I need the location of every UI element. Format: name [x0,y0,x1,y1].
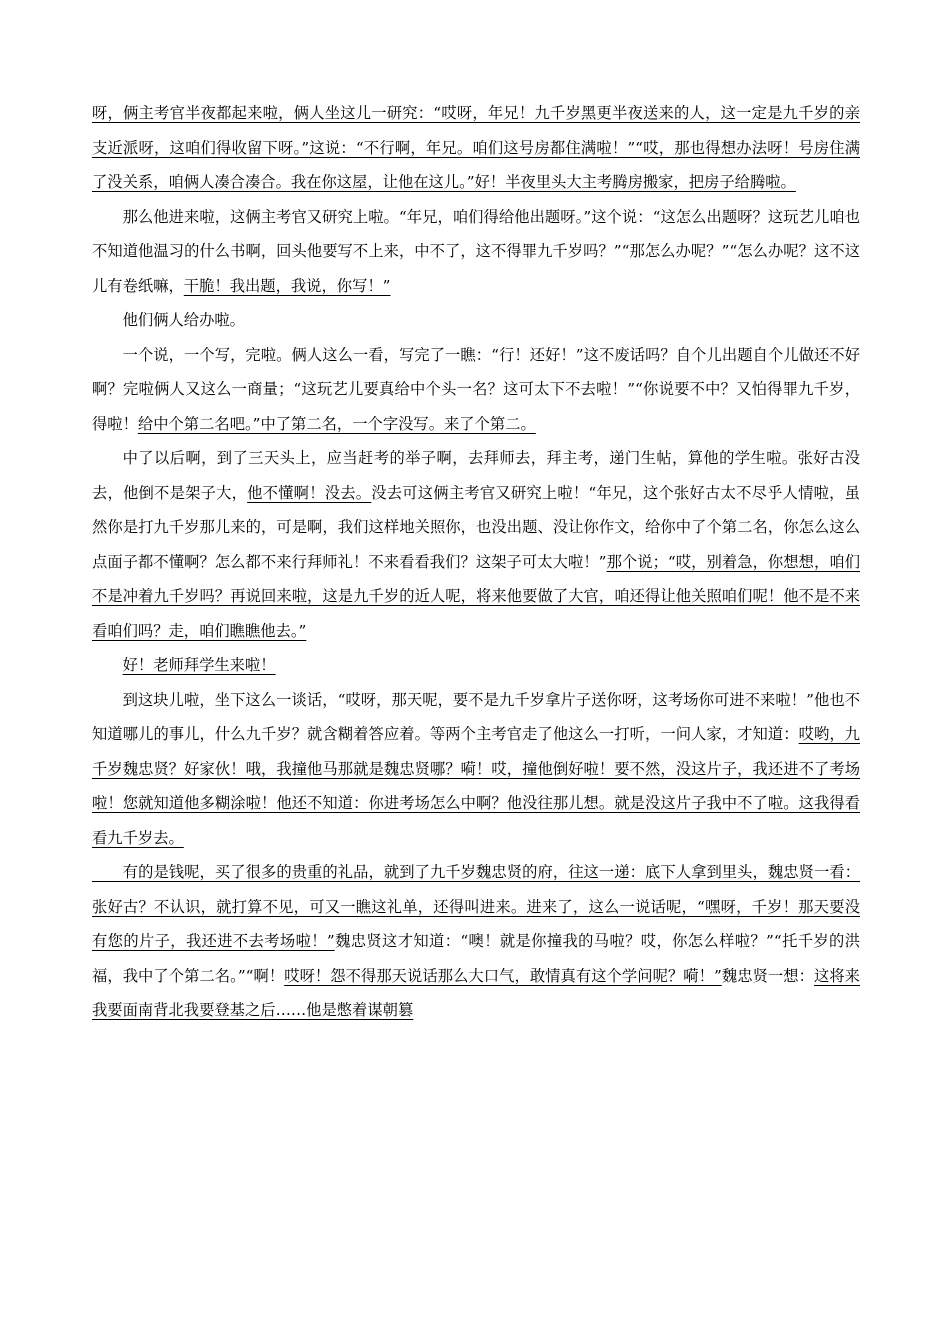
document-page [92,96,860,1028]
text-segment: 中了以后啊，到了三天头上，应当赶考的举子啊，去拜师去，拜主考，递门生帖，算他的学生啦。张好古没去，他倒不是架子大， [92,449,860,502]
paragraph [92,441,860,648]
text-segment: 一个说，一个写，完啦。俩人这么一看，写完了一瞧：“行！还好！”这不废话吗？自个儿出题自个儿做还不好啊？完啦俩人又这么一商量；“这玩艺儿要真给中个头一名？这可太下不去啦！”“你说要不中？又怕得罪九千岁，得啦！ [92,345,860,433]
paragraph [92,855,860,1028]
text-segment: 到这块儿啦，坐下这么一谈话，“哎呀，那天呢，要不是九千岁拿片子送你呀，这考场你可进不来啦！”他也不知道哪儿的事儿，什么九千岁？就含糊着答应着。等两个主考官走了他这么一打听，一问人家，才知道： [92,690,860,743]
underlined-text: 这将来我要面南背北我要登基之后……他是憋着谋朝篡 [92,966,860,1019]
underlined-text: 好！老师拜学生来啦！ [122,656,276,674]
paragraph [92,303,860,338]
paragraph [92,96,860,200]
underlined-text: 那个说；“哎，别着急，你想想，咱们不是冲着九千岁吗？再说回来啦，这是九千岁的近人呢，将来他要做了大官，咱还得让他关照咱们呢！他不是不来看咱们吗？走，咱们瞧瞧他去。” [92,552,861,640]
underlined-text: 呀，俩主考官半夜都起来啦，俩人坐这儿一研究：“哎呀，年兄！九千岁黑更半夜送来的人，这一定是九千岁的亲支近派呀，这咱们得收留下呀。”这说：“不行啊，年兄。咱们这号房都住满啦！”“哎，那也得想办法呀！号房住满了没关系，咱俩人凑合凑合。我在你这屋，让他在这儿。”好！半夜里头大主考腾房搬家，把房子给腾啦。 [92,104,860,191]
text-segment: 魏忠贤一想： [721,966,814,985]
underlined-text: 哎呀！怨不得那天说话那么大口气，敢情真有这个学问呢？嗬！” [284,966,722,985]
paragraph [92,338,860,442]
paragraph [92,648,860,683]
text-segment: 他们俩人给办啦。 [122,311,245,329]
text-segment: 那么他进来啦，这俩主考官又研究上啦。“年兄，咱们得给他出题呀。”这个说：“这怎么出题呀？这玩艺儿咱也不知道他温习的什么书啊，回头他要写不上来，中不了，这不得罪九千岁吗？”“那怎么办呢？”“怎么办呢？这不这儿有卷纸嘛， [92,207,860,295]
paragraph [92,200,860,304]
underlined-text: 干脆！我出题，我说，你写！” [183,276,391,295]
text-segment: 没去可这俩主考官又研究上啦！“年兄，这个张好古太不尽乎人情啦，虽然你是打九千岁那儿来的，可是啊，我们这样地关照你，也没出题、没让你作文，给你中了个第二名，你怎么这么点面子都不懂啊？怎么都不来行拜师礼！不来看看我们？这架子可太大啦！” [92,483,860,571]
underlined-text: 他不懂啊！没去。 [247,483,372,502]
underlined-text: 哎哟，九千岁魏忠贤？好家伙！哦，我撞他马那就是魏忠贤哪？嗬！哎，撞他倒好啦！要不然，没这片子，我还进不了考场啦！您就知道他多糊涂啦！他还不知道：你进考场怎么中啊？他没往那儿想。就是没这片子我中不了啦。这我得看看九千岁去。 [92,725,860,847]
underlined-text: 给中个第二名吧。”中了第二名，一个字没写。来了个第二。 [137,414,536,433]
text-segment: 魏忠贤这才知道：“噢！就是你撞我的马啦？哎，你怎么样啦？”“托千岁的洪福，我中了个第二名。”“啊！ [92,932,860,985]
paragraph [92,683,860,856]
underlined-text: 有的是钱呢，买了很多的贵重的礼品，就到了九千岁魏忠贤的府，往这一递：底下人拿到里头，魏忠贤一看：张好古？不认识，就打算不见，可又一瞧这礼单，还得叫进来。进来了，这么一说话呢，“嘿呀，千岁！那天要没有您的片子，我还进不去考场啦！” [92,863,860,950]
